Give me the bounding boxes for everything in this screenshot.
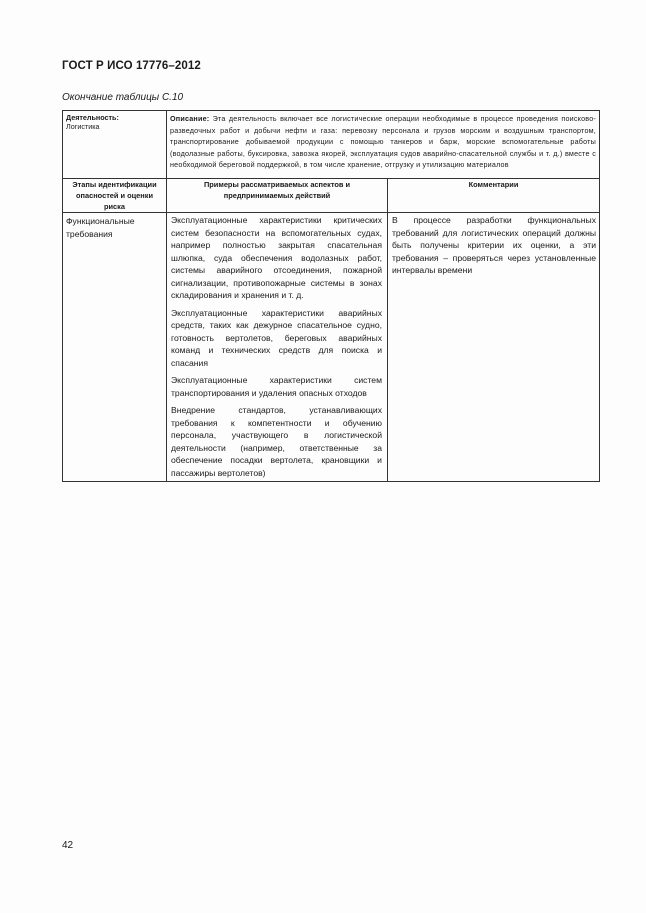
column-header-comments: Комментарии [388,179,600,213]
column-header-examples: Примеры рассматриваемых аспектов и предпринимаемых действий [167,179,388,213]
column-header-stages: Этапы идентификации опасностей и оценки риска [63,179,167,213]
description-text: Эта деятельность включает все логистические операции необходимые в процессе проведения поисково-разведочных работ и добычи нефти и газа: перевозку персонала и грузов морским и воздушным транспортом, транспортирование добываемой продукции с помощью танкеров и барж, морские вспомогательные работы (водолазные работы, буксировка, завозка якорей, эксплуатация судов аварийно-спасательной службы и т. д.) вместе с необходимой береговой поддержкой, в том числе хранение, отгрузку и утилизацию материалов [170,114,597,169]
example-item: Эксплуатационные характеристики критических систем безопасности на вспомогательных судах, например полностью закрытая спасательная шлюпка, суда обеспечения водолазных работ, системы аварийного отсоединения, пожарной сигнализации, противопожарные системы в зонах складирования и хранения и т. д. [171,215,382,300]
column-header-row [63,179,600,213]
activity-cell [63,111,167,179]
activity-value: Логистика [66,122,100,131]
comment-cell: В процессе разработки функциональных требований для логистических операций должны быть получены критерии их оценки, а эти требования – проверяться через установленные интервалы времени [388,213,600,482]
document-header: ГОСТ Р ИСО 17776–2012 [62,60,201,72]
page-number: 42 [62,840,74,851]
description-cell [167,111,600,179]
example-item: Внедрение стандартов, устанавливающих требования к компетентности и обучению персонала, участвующего в логистической деятельности (например, ответственные за обеспечение посадки вертолета, крановщики и пассажиры вертолетов) [171,405,382,478]
hazard-table [62,110,600,482]
description-label: Описание: [170,114,210,123]
stage-cell: Функциональные требования [63,213,167,482]
activity-label: Деятельность: [66,113,119,122]
activity-row [63,111,600,179]
examples-cell [167,213,388,482]
table-row [63,213,600,482]
example-item: Эксплуатационные характеристики аварийных средств, таких как дежурное спасательное судно, готовность вертолетов, береговых аварийных команд и технических средств для поиска и спасания [171,307,382,368]
example-item: Эксплуатационные характеристики систем транспортирования и удаления опасных отходов [171,375,382,398]
table-caption: Окончание таблицы С.10 [62,92,184,103]
